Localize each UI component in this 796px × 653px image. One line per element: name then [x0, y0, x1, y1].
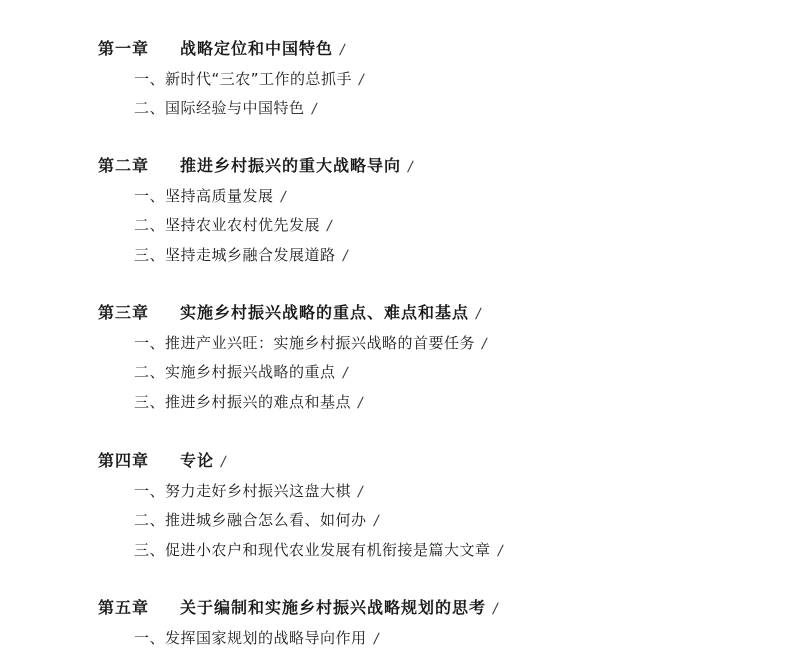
page-separator: /: [357, 71, 366, 88]
section-title: 二、推进城乡融合怎么看、如何办: [134, 511, 367, 529]
section-item[interactable]: [134, 627, 499, 649]
section-title: 一、推进产业兴旺：实施乡村振兴战略的首要任务: [134, 333, 476, 352]
page-separator: /: [372, 513, 381, 529]
section-title: 二、实施乡村振兴战略的重点: [134, 363, 336, 381]
chapter-title: 战略定位和中国特色: [180, 39, 334, 58]
chapter-number: 第五章: [98, 598, 150, 617]
section-item[interactable]: [134, 509, 503, 531]
section-item[interactable]: [134, 332, 487, 354]
section-list: [98, 480, 503, 561]
chapter-number: 第四章: [98, 451, 150, 470]
page-separator: /: [474, 306, 484, 322]
section-title: 一、坚持高质量发展: [134, 186, 274, 205]
chapter-3: [98, 302, 487, 413]
chapter-number: 第一章: [98, 39, 150, 58]
page-separator: /: [219, 454, 229, 470]
section-title: 一、努力走好乡村振兴这盘大棋: [134, 481, 352, 500]
section-item[interactable]: [134, 391, 487, 413]
section-item[interactable]: [134, 361, 487, 383]
page-separator: /: [356, 394, 365, 411]
section-title: 一、新时代“三农”工作的总抓手: [134, 69, 353, 88]
chapter-title: 关于编制和实施乡村振兴战略规划的思考: [180, 598, 487, 617]
section-item[interactable]: [134, 480, 503, 502]
section-list: [98, 332, 487, 413]
page-separator: /: [338, 42, 348, 58]
page-separator: /: [480, 335, 489, 352]
page-separator: /: [341, 247, 350, 264]
section-title: 一、发挥国家规划的战略导向作用: [134, 628, 367, 647]
section-list: [98, 627, 499, 649]
section-item[interactable]: [134, 68, 364, 90]
page-separator: /: [496, 542, 505, 559]
page-separator: /: [356, 483, 365, 500]
page-separator: /: [491, 601, 501, 617]
section-item[interactable]: [134, 185, 414, 207]
section-list: [98, 185, 414, 266]
section-title: 二、坚持农业农村优先发展: [134, 216, 321, 234]
section-title: 三、推进乡村振兴的难点和基点: [134, 392, 352, 411]
chapter-title: 专论: [180, 451, 215, 470]
page-separator: /: [310, 101, 319, 117]
chapter-title: 实施乡村振兴战略的重点、难点和基点: [180, 303, 470, 322]
section-title: 三、坚持走城乡融合发展道路: [134, 245, 336, 264]
chapter-heading[interactable]: [98, 597, 499, 619]
chapter-2: [98, 155, 414, 266]
chapter-number: 第二章: [98, 156, 150, 175]
chapter-1: [98, 38, 364, 119]
page-separator: /: [341, 365, 350, 381]
page-separator: /: [279, 188, 288, 205]
page-separator: /: [325, 218, 334, 234]
section-item[interactable]: [134, 97, 364, 119]
section-item[interactable]: [134, 539, 503, 561]
section-title: 三、促进小农户和现代农业发展有机衔接是篇大文章: [134, 540, 491, 559]
section-item[interactable]: [134, 244, 414, 266]
chapter-number: 第三章: [98, 303, 150, 322]
section-list: [98, 68, 364, 120]
chapter-heading[interactable]: [98, 38, 364, 60]
section-item[interactable]: [134, 214, 414, 236]
chapter-title: 推进乡村振兴的重大战略导向: [180, 156, 402, 175]
page-separator: /: [372, 630, 381, 647]
chapter-heading[interactable]: [98, 450, 503, 472]
chapter-4: [98, 450, 503, 561]
chapter-5: [98, 597, 499, 649]
page-separator: /: [406, 159, 416, 175]
chapter-heading[interactable]: [98, 302, 487, 324]
section-title: 二、国际经验与中国特色: [134, 99, 305, 117]
chapter-heading[interactable]: [98, 155, 414, 177]
